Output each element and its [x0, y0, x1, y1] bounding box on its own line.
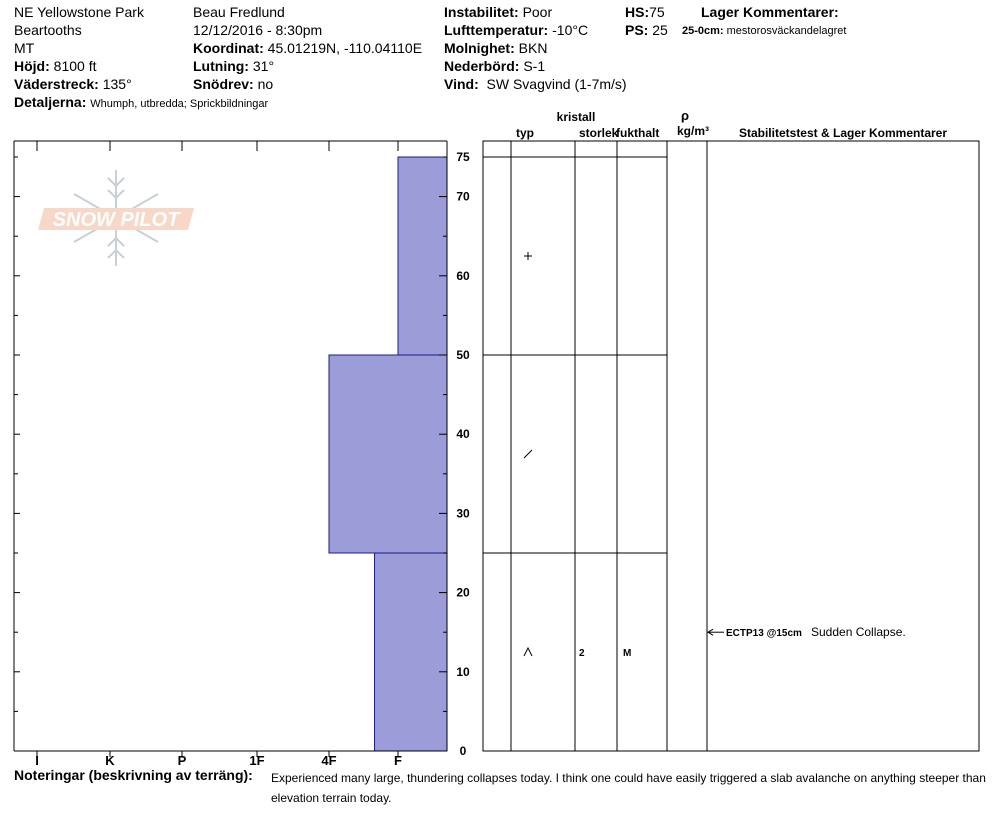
- aspect-label: Väderstreck:: [14, 76, 99, 92]
- layer-comments-heading: Lager Kommentarer:: [701, 4, 839, 20]
- grain-symbol-3: [524, 648, 532, 656]
- hardness-label-1F: 1F: [249, 753, 265, 768]
- coord-value: 45.01219N, -110.04110E: [267, 40, 423, 56]
- aspect-value: 135°: [102, 76, 132, 92]
- hs-label: HS:: [625, 4, 650, 20]
- layer-bar-1: [398, 157, 447, 355]
- airtemp-value: -10°C: [552, 22, 589, 38]
- col-kristall: kristall: [556, 110, 596, 124]
- details-label: Detaljerna:: [14, 94, 87, 110]
- hardness-label-F: F: [394, 753, 402, 768]
- hardness-label-P: P: [177, 753, 187, 768]
- depth-label-40: 40: [456, 427, 470, 442]
- slope-label: Lutning:: [193, 58, 249, 74]
- instability-label: Instabilitet:: [444, 4, 519, 20]
- hardness-label-I: I: [35, 753, 39, 768]
- hardness-label-4F: 4F: [321, 753, 337, 768]
- hardness-label-K: K: [105, 753, 115, 768]
- instability-value: Poor: [522, 4, 553, 20]
- hs-value: 75: [649, 4, 665, 20]
- layer-bar-3: [375, 553, 447, 751]
- depth-label-30: 30: [456, 506, 470, 521]
- test-code-1: ECTP13 @15cm: [726, 628, 802, 640]
- range: Beartooths: [14, 22, 82, 38]
- layer-comment-range: 25-0cm:: [682, 25, 724, 37]
- depth-label-50: 50: [456, 348, 470, 362]
- state: MT: [14, 40, 35, 56]
- airtemp-label: Lufttemperatur:: [444, 22, 549, 38]
- drift-label: Snödrev:: [193, 76, 254, 92]
- notes-label: Noteringar (beskrivning av terräng):: [14, 767, 253, 783]
- sky-value: BKN: [518, 40, 548, 56]
- col-storlek: storlek: [579, 126, 619, 140]
- grain-size-3: 2: [579, 648, 585, 659]
- wind-label: Vind:: [444, 76, 479, 92]
- details-value: Whumph, utbredda; Sprickbildningar: [90, 98, 269, 110]
- precip-label: Nederbörd:: [444, 58, 520, 74]
- table-frame: [483, 141, 979, 751]
- col-density-unit: kg/m³: [676, 124, 710, 138]
- drift-value: no: [257, 76, 274, 92]
- layer-bar-2: [329, 355, 447, 553]
- precip-value: S-1: [523, 58, 546, 74]
- hardness-plot: [14, 141, 447, 751]
- notes-line-1: Experienced many large, thundering collapses today. I think one could have easily triggered a slab avalanche on anything steeper than: [271, 771, 986, 785]
- depth-label-60: 60: [456, 268, 470, 283]
- col-rho: ρ: [680, 108, 690, 123]
- ps-value: 25: [652, 22, 668, 38]
- depth-label-75: 75: [456, 150, 470, 164]
- moisture-3: M: [623, 648, 632, 659]
- grain-symbol-2: [524, 450, 532, 458]
- depth-label-20: 20: [456, 585, 470, 600]
- col-fukthalt: fukthalt: [616, 126, 660, 140]
- slope-value: 31°: [252, 58, 275, 74]
- notes-line-2: elevation terrain today.: [271, 791, 392, 805]
- depth-label-10: 10: [456, 664, 470, 679]
- logo-text: SNOW PILOT: [52, 209, 180, 231]
- test-comment-1: Sudden Collapse.: [811, 625, 906, 640]
- sky-label: Molnighet:: [444, 40, 515, 56]
- stability-tests: [708, 625, 906, 639]
- snowpilot-logo: [38, 170, 194, 266]
- depth-label-70: 70: [456, 189, 470, 204]
- elevation-label: Höjd:: [14, 58, 50, 74]
- location: NE Yellowstone Park: [14, 4, 144, 20]
- datetime: 12/12/2016 - 8:30pm: [193, 22, 323, 38]
- col-stability: Stabilitetstest & Lager Kommentarer: [738, 126, 948, 140]
- depth-label-0: 0: [459, 744, 467, 758]
- col-typ: typ: [516, 126, 534, 140]
- ps-label: PS:: [625, 22, 649, 38]
- layer-table: [483, 108, 979, 751]
- elevation-value: 8100 ft: [53, 58, 97, 74]
- wind-value: SW Svagvind (1-7m/s): [486, 76, 627, 92]
- notes-text: [271, 768, 991, 808]
- layer-comment-text: mestorosväckandelagret: [726, 25, 847, 37]
- coord-label: Koordinat:: [193, 40, 264, 56]
- observer: Beau Fredlund: [193, 4, 285, 20]
